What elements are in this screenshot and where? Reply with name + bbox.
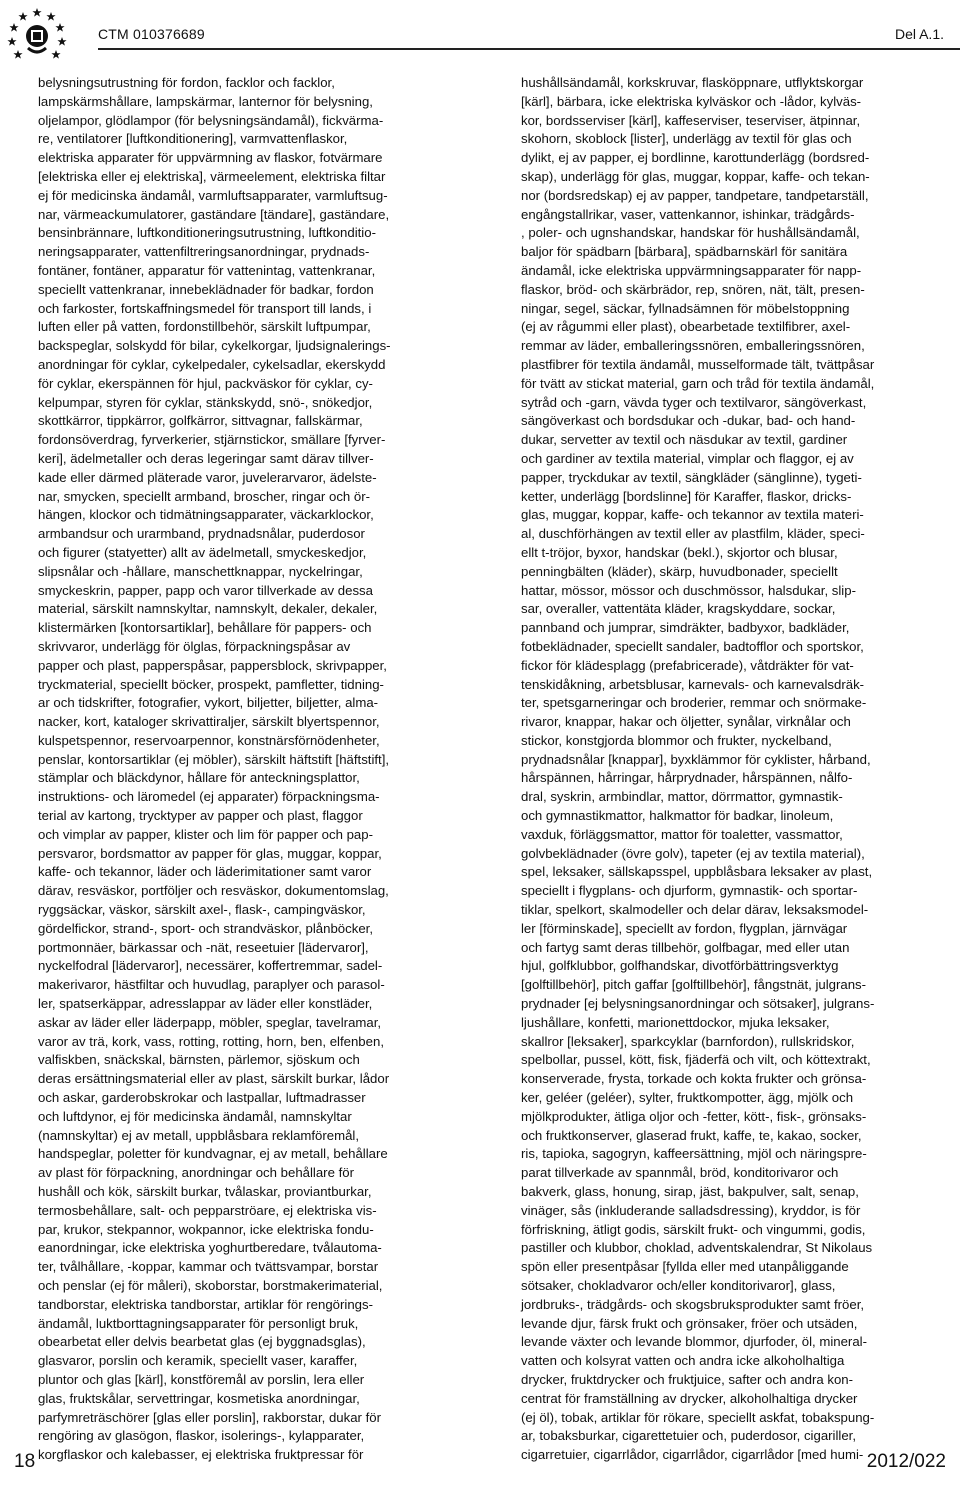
text-line: speciellt i flygplans- och djurform, gymnastik- och sportar-	[521, 883, 858, 899]
text-line: dukar, servetter av textil och näsdukar av textil, gardiner	[521, 432, 848, 448]
text-line: glas, muggar, koppar, kaffe- och tekannor av textila materi-	[521, 507, 864, 523]
text-line: och farkoster, fortskaffningsmedel för transport till lands, i	[38, 300, 372, 316]
text-line: ler, spatserkäppar, adresslappar av läder eller konstläder,	[38, 996, 373, 1012]
text-line: och vimplar av papper, klister och lim för papper och pap-	[38, 826, 373, 842]
text-line: kaffe- och tekannor, läder och läderimitationer samt varor	[38, 864, 372, 880]
text-line: parat tillverkade av spannmål, bröd, konditorivaror och	[521, 1165, 839, 1181]
text-line: för tvätt av stickat material, garn och tråd för textila ändamål,	[521, 375, 875, 391]
text-line: vatten och kolsyrat vatten och andra icke alkoholhaltiga	[521, 1353, 845, 1369]
text-line: instruktions- och läromedel (ej apparater) förpackningsma-	[38, 789, 380, 805]
text-line: klistermärken [kontorsartiklar], behållare för pappers- och	[38, 620, 372, 636]
text-line: termosbehållare, salt- och pepparströare, ej elektriska vis-	[38, 1202, 377, 1218]
text-line: [golftillbehör], pitch gaffar [golftillbehör], fångstnät, julgrans-	[521, 977, 867, 993]
text-line: flaskor, bröd- och skärbrädor, rep, snören, nät, tält, presen-	[521, 281, 865, 297]
text-line: ris, tapioka, sagogryn, kaffeersättning, mjöl och näringspre-	[521, 1146, 867, 1162]
text-line: cigarretuier, cigarrlådor, cigarrlådor, cigarrlådor [med humi-	[521, 1447, 864, 1463]
text-line: rengöring av glasögon, flaskor, isolerings-, kylapparater,	[38, 1428, 365, 1444]
text-line: kor, bordsserviser [kärl], kaffeserviser, teserviser, ätpinnar,	[521, 112, 861, 128]
text-line: vaxduk, förläggsmattor, mattor för toaletter, vassmattor,	[521, 826, 843, 842]
document-part: Del A.1.	[894, 26, 944, 42]
text-line: al, duschförhängen av textil eller av plastfilm, kläder, speci-	[521, 526, 865, 542]
text-line: tandborstar, elektriska tandborstar, artiklar för rengörings-	[38, 1296, 373, 1312]
text-line: ningar, segel, säckar, fyllnadsämnen för möbelstoppning	[521, 300, 850, 316]
text-line: belysningsutrustning för fordon, facklor och facklor,	[38, 75, 335, 90]
text-line: spelbollar, pussel, kött, fisk, fjäderfä och vilt, och köttextrakt,	[521, 1052, 871, 1068]
text-line: oljelampor, glödlampor (för belysningsändamål), fickvärma-	[38, 112, 384, 128]
text-line: därav, resväskor, portföljer och resväskor, dokumentomslag,	[38, 883, 389, 899]
text-line: ljushållare, konfetti, marionettdockor, mjuka leksaker,	[521, 1014, 830, 1030]
text-line: hushåll och kök, särskilt burkar, tvålaskar, proviantburkar,	[38, 1184, 372, 1200]
text-line: levande djur, färsk frukt och grönsaker, fröer och utsäden,	[521, 1315, 858, 1331]
text-line: ej för medicinska ändamål, varmluftsapparater, varmluftsug-	[38, 187, 388, 203]
left-column-text	[38, 74, 444, 1465]
text-line: hushållsändamål, korkskruvar, flasköppnare, utflyktskorgar	[521, 75, 864, 90]
text-line: dylikt, ej av papper, ej bordlinne, karottunderlägg (bordsred-	[521, 150, 870, 166]
text-line: kelpumpar, styren för cyklar, stänkskydd, snö-, snökedjor,	[38, 394, 373, 410]
text-line: nar, värmeackumulatorer, gaständare [tändare], gaständare,	[38, 206, 390, 222]
text-line: tiklar, spelkort, skalmodeller och delar därav, leksaksmodel-	[521, 902, 869, 918]
text-line: sytråd och -garn, vävda tyger och textilvaror, sängöverkast,	[521, 394, 867, 410]
text-line: fickor för klädesplagg (prefabricerade), våtdräkter för vat-	[521, 657, 854, 673]
text-line: ketter, underlägg [bordslinne] för Karaffer, flaskor, dricks-	[521, 488, 852, 504]
text-line: luften eller på vatten, fordonstillbehör, särskilt luftpumpar,	[38, 319, 371, 335]
text-line: anordningar för cyklar, cykelpedaler, cykelsadlar, ekerskydd	[38, 356, 386, 372]
text-line: par, krukor, stekpannor, wokpannor, icke elektriska fondu-	[38, 1221, 374, 1237]
text-line: skohorn, skoblock [lister], underlägg av textil för glas och	[521, 131, 852, 147]
text-line: re, ventilatorer [luftkonditionering], varmvattenflaskor,	[38, 131, 348, 147]
text-line: skottkärror, tippkärror, golfkärror, sittvagnar, fallskärmar,	[38, 413, 363, 429]
text-line: [kärl], bärbara, icke elektriska kylväskor och -lådor, kylväs-	[521, 93, 862, 109]
text-line: armbandsur och urarmband, prydnadsnålar, puderdosor	[38, 526, 365, 542]
office-logo	[6, 6, 68, 64]
text-line: glasvaror, porslin och keramik, speciellt vaser, karaffer,	[38, 1353, 358, 1369]
text-line: penningbälten (kläder), skärp, huvudbonader, speciellt	[521, 563, 838, 579]
text-line: [elektriska eller ej elektriska], värmeelement, elektriska filtar	[38, 168, 386, 184]
text-line: korgflaskor och kalebasser, ej elektriska fruktpressar för	[38, 1447, 364, 1463]
text-line: pastiller och klubbor, choklad, adventskalendrar, St Nikolaus	[521, 1240, 873, 1256]
text-line: och figurer (statyetter) allt av ädelmetall, smyckeskedjor,	[38, 544, 367, 560]
emblem-icon	[26, 25, 48, 52]
text-line: mjölkprodukter, ätliga oljor och -fetter, kött-, fisk-, grönsaks-	[521, 1108, 867, 1124]
text-line: (ej öl), tobak, artiklar för rökare, speciellt askfat, tobakspung-	[521, 1409, 875, 1425]
text-line: stickor, konstgjorda blommor och frukter, nyckelband,	[521, 732, 832, 748]
text-line: parfymreträschörer [glas eller porslin], rakborstar, dukar för	[38, 1409, 382, 1425]
text-line: bensinbrännare, luftkonditioneringsutrustning, luftkonditio-	[38, 225, 376, 241]
text-line: tryckmaterial, speciellt böcker, prospekt, pamfletter, tidning-	[38, 676, 384, 692]
text-line: och fruktkonserver, glaserad frukt, kaffe, te, kakao, socker,	[521, 1127, 862, 1143]
text-line: ter, spetsgarneringar och broderier, remmar och snörmake-	[521, 695, 867, 711]
text-line: eanordningar, icke elektriska yoghurtberedare, tvålautoma-	[38, 1240, 382, 1256]
text-line: penslar, kontorsartiklar (ej möbler), särskilt häftstift [häftstift],	[38, 751, 390, 767]
text-line: valfiskben, snäckskal, bärnsten, pärlemor, sjöskum och	[38, 1052, 360, 1068]
text-line: och askar, garderobskrokar och lastpallar, luftmadrasser	[38, 1090, 366, 1106]
document-id: CTM 010376689	[98, 26, 205, 42]
text-line: centrat för framställning av drycker, alkoholhaltiga drycker	[521, 1390, 858, 1406]
text-line: tenskidåkning, arbetsblusar, karnevals- och karnevalsdräk-	[521, 676, 865, 692]
text-line: sängöverkast och bordsdukar och -dukar, bad- och hand-	[521, 413, 856, 429]
text-line: obearbetat eller delvis bearbetat glas (ej byggnadsglas),	[38, 1334, 366, 1350]
text-line: baljor för spädbarn [bärbara], spädbarnskärl för sanitära	[521, 244, 848, 260]
text-line: av plast för förpackning, anordningar och behållare för	[38, 1165, 354, 1181]
text-line: makerivaror, hästfiltar och huvudlag, paraplyer och parasol-	[38, 977, 385, 993]
text-line: stämplar och bläckdynor, hållare för anteckningsplattor,	[38, 770, 360, 786]
text-line: keri], ädelmetaller och deras legeringar samt därav tillver-	[38, 450, 374, 466]
text-line: ler [förminskade], speciellt av fordon, flygplan, järnvägar	[521, 920, 848, 936]
text-line: (ej av rågummi eller plast), obearbetade textilfibrer, axel-	[521, 319, 851, 335]
text-line: pluntor och glas [kärl], konstföremål av porslin, lera eller	[38, 1371, 365, 1387]
text-line: bakverk, glass, honung, sirap, jäst, bakpulver, salt, senap,	[521, 1184, 859, 1200]
text-line: gördelfickor, strand-, sport- och strandväskor, plånböcker,	[38, 920, 373, 936]
text-line: handspeglar, poletter för kundvagnar, ej av metall, behållare	[38, 1146, 388, 1162]
text-line: glas, fruktskålar, servettringar, kosmetiska anordningar,	[38, 1390, 360, 1406]
text-line: ker, geléer (geléer), sylter, fruktkompotter, ägg, mjölk och	[521, 1090, 854, 1106]
text-line: och gardiner av textila material, vimplar och flaggor, ej av	[521, 450, 854, 466]
text-line: kulspetspennor, reservoarpennor, konstnärsförnödenheter,	[38, 732, 380, 748]
text-line: speciellt vattenkranar, innebeklädnader för badkar, fordon	[38, 281, 374, 297]
text-line: spön eller presentpåsar [fyllda eller med utanpåliggande	[521, 1259, 849, 1275]
text-line: papper och plast, papperspåsar, pappersblock, skrivpapper,	[38, 657, 387, 673]
text-line: spel, leksaker, sällskapsspel, uppblåsbara leksaker av plast,	[521, 864, 873, 880]
text-line: för cyklar, ekerspännen för hjul, packväskor för cyklar, cy-	[38, 375, 373, 391]
text-line: (namnskyltar) ej av metall, uppblåsbara reklamföremål,	[38, 1127, 360, 1143]
text-line: deras ersättningsmaterial eller av plast, särskilt burkar, lådor	[38, 1071, 390, 1087]
text-line: jordbruks-, trädgårds- och skogsbruksprodukter samt fröer,	[521, 1296, 865, 1312]
text-line: drycker, fruktdrycker och fruktjuice, safter och andra kon-	[521, 1371, 854, 1387]
text-line: prydnadsnålar [knappar], byxklämmor för cyklister, hårband,	[521, 751, 871, 767]
text-line: konserverade, frysta, torkade och kokta frukter och grönsa-	[521, 1071, 867, 1087]
bulletin-issue: 2012/022	[866, 1451, 946, 1472]
text-line: engångstallrikar, vaser, vattenkannor, ishinkar, trädgårds-	[521, 206, 855, 222]
text-line: rivaror, knappar, hakar och öljetter, synålar, virknålar och	[521, 714, 851, 730]
text-line: elektriska apparater för uppvärmning av flaskor, fotvärmare	[38, 150, 383, 166]
text-line: nor (bordsredskap) ej av papper, tandpetare, tandpetarställ,	[521, 187, 869, 203]
text-line: hjul, golfklubbor, golfhandskar, divotförbättringsverktyg	[521, 958, 839, 974]
text-line: smyckeskrin, papper, papp och varor tillverkade av dessa	[38, 582, 373, 598]
text-line: och fartyg samt deras tillbehör, golfbagar, med eller utan	[521, 939, 850, 955]
text-line: neringsapparater, vattenfiltreringsanordningar, prydnads-	[38, 244, 370, 260]
text-line: kade eller därmed pläterade varor, juvelerarvaror, ädelste-	[38, 469, 377, 485]
text-line: levande växter och levande blommor, djurfoder, öl, mineral-	[521, 1334, 867, 1350]
text-line: ar, tobaksburkar, cigarettetuier och, puderdosor, cigariller,	[521, 1428, 856, 1444]
text-line: material, särskilt namnskyltar, namnskylt, dekaler, dekaler,	[38, 601, 378, 617]
text-line: skallror [leksaker], sparkcyklar (barnfordon), rullskridskor,	[521, 1033, 855, 1049]
text-line: ter, tvålhållare, -koppar, kammar och tvättsvampar, borstar	[38, 1259, 379, 1275]
page-number: 18	[14, 1451, 36, 1472]
text-line: , poler- och ugnshandskar, handskar för hushållsändamål,	[521, 225, 860, 241]
text-line: papper, tryckdukar av textil, sängkläder (sänglinne), tygeti-	[521, 469, 862, 485]
text-line: golvbeklädnader (övre golv), tapeter (ej av textila material),	[521, 845, 865, 861]
text-line: och penslar (ej för måleri), skoborstar, borstmakerimaterial,	[38, 1278, 383, 1293]
text-line: ar och tidskrifter, fotografier, vykort, biljetter, biljetter, alma-	[38, 695, 379, 711]
text-line: plastfibrer för textila ändamål, musselformade tält, tvättpåsar	[521, 356, 875, 372]
text-line: persvaror, bordsmattor av papper för glas, muggar, koppar,	[38, 845, 382, 861]
text-line: fordonsöverdrag, fyrverkerier, stjärnstickor, smällare [fyrver-	[38, 432, 386, 448]
text-line: och gymnastikmattor, halkmattor för badkar, linoleum,	[521, 808, 834, 824]
text-line: hängen, klockor och tidmätningsapparater, väckarklockor,	[38, 507, 374, 523]
text-line: prydnader [ej belysningsanordningar och sötsaker], julgrans-	[521, 996, 875, 1012]
text-line: och luftdynor, ej för medicinska ändamål, namnskyltar	[38, 1108, 352, 1124]
text-line: vinäger, sås (inkluderande salladsdressing), kryddor, is för	[521, 1202, 861, 1218]
text-line: pannband och jumprar, simdräkter, badbyxor, badkläder,	[521, 620, 850, 636]
text-line: nacker, kort, kataloger skrivattiraljer, särskilt blyertspennor,	[38, 714, 380, 730]
text-line: skrivvaror, underlägg för ölglas, förpackningspåsar av	[38, 638, 351, 654]
text-line: slipsnålar och -hållare, manschettknappar, nyckelringar,	[38, 563, 363, 579]
text-line: fotbeklädnader, speciellt sandaler, badtofflor och sportskor,	[521, 638, 864, 654]
text-line: skap), underlägg för glas, muggar, koppar, kaffe- och tekan-	[521, 168, 870, 184]
text-line: varor av trä, kork, vass, rotting, rotting, horn, ben, elfenben,	[38, 1033, 384, 1049]
text-line: fontäner, fontäner, apparatur för vattenintag, vattenkranar,	[38, 262, 376, 278]
text-line: förfriskning, ätligt godis, särskilt frukt- och vingummi, godis,	[521, 1221, 866, 1237]
text-line: hårspännen, hårringar, hårprydnader, hårspännen, nålfo-	[521, 770, 853, 786]
text-line: dral, syskrin, armbindlar, mattor, dörrmattor, gymnastik-	[521, 789, 843, 805]
text-line: sötsaker, chokladvaror och/eller konditorivaror], glass,	[521, 1278, 836, 1293]
text-line: portmonnäer, bärkassar och -nät, reseetuier [lädervaror],	[38, 939, 369, 955]
text-line: ändamål, icke elektriska uppvärmningsapparater för napp-	[521, 262, 862, 278]
text-line: sar, overaller, vattentäta kläder, kragskyddare, sockar,	[521, 601, 836, 617]
header-divider	[98, 48, 960, 50]
right-column-text	[521, 74, 933, 1465]
text-line: ellt t-tröjor, byxor, handskar (bekl.), skjortor och blusar,	[521, 544, 838, 560]
text-line: hattar, mössor, mössor och duschmössor, halsdukar, slip-	[521, 582, 856, 598]
text-line: remmar av läder, emballeringssnören, emballeringssnören,	[521, 338, 865, 354]
text-line: ändamål, luktborttagningsapparater för personligt bruk,	[38, 1315, 359, 1331]
text-line: nyckelfodral [lädervaror], necessärer, koffertremmar, sadel-	[38, 958, 383, 974]
text-line: backspeglar, solskydd för bilar, cykelkorgar, ljudsignalerings-	[38, 338, 391, 354]
text-line: ryggsäckar, väskor, särskilt axel-, flask-, campingväskor,	[38, 902, 366, 918]
text-line: askar av läder eller läderpapp, möbler, speglar, tavelramar,	[38, 1014, 382, 1030]
text-line: lampskärmshållare, lampskärmar, lanternor för belysning,	[38, 93, 373, 109]
text-line: nar, smycken, speciellt armband, broscher, ringar och ör-	[38, 488, 371, 504]
text-line: terial av kartong, trycktyper av papper och plast, flaggor	[38, 808, 363, 824]
